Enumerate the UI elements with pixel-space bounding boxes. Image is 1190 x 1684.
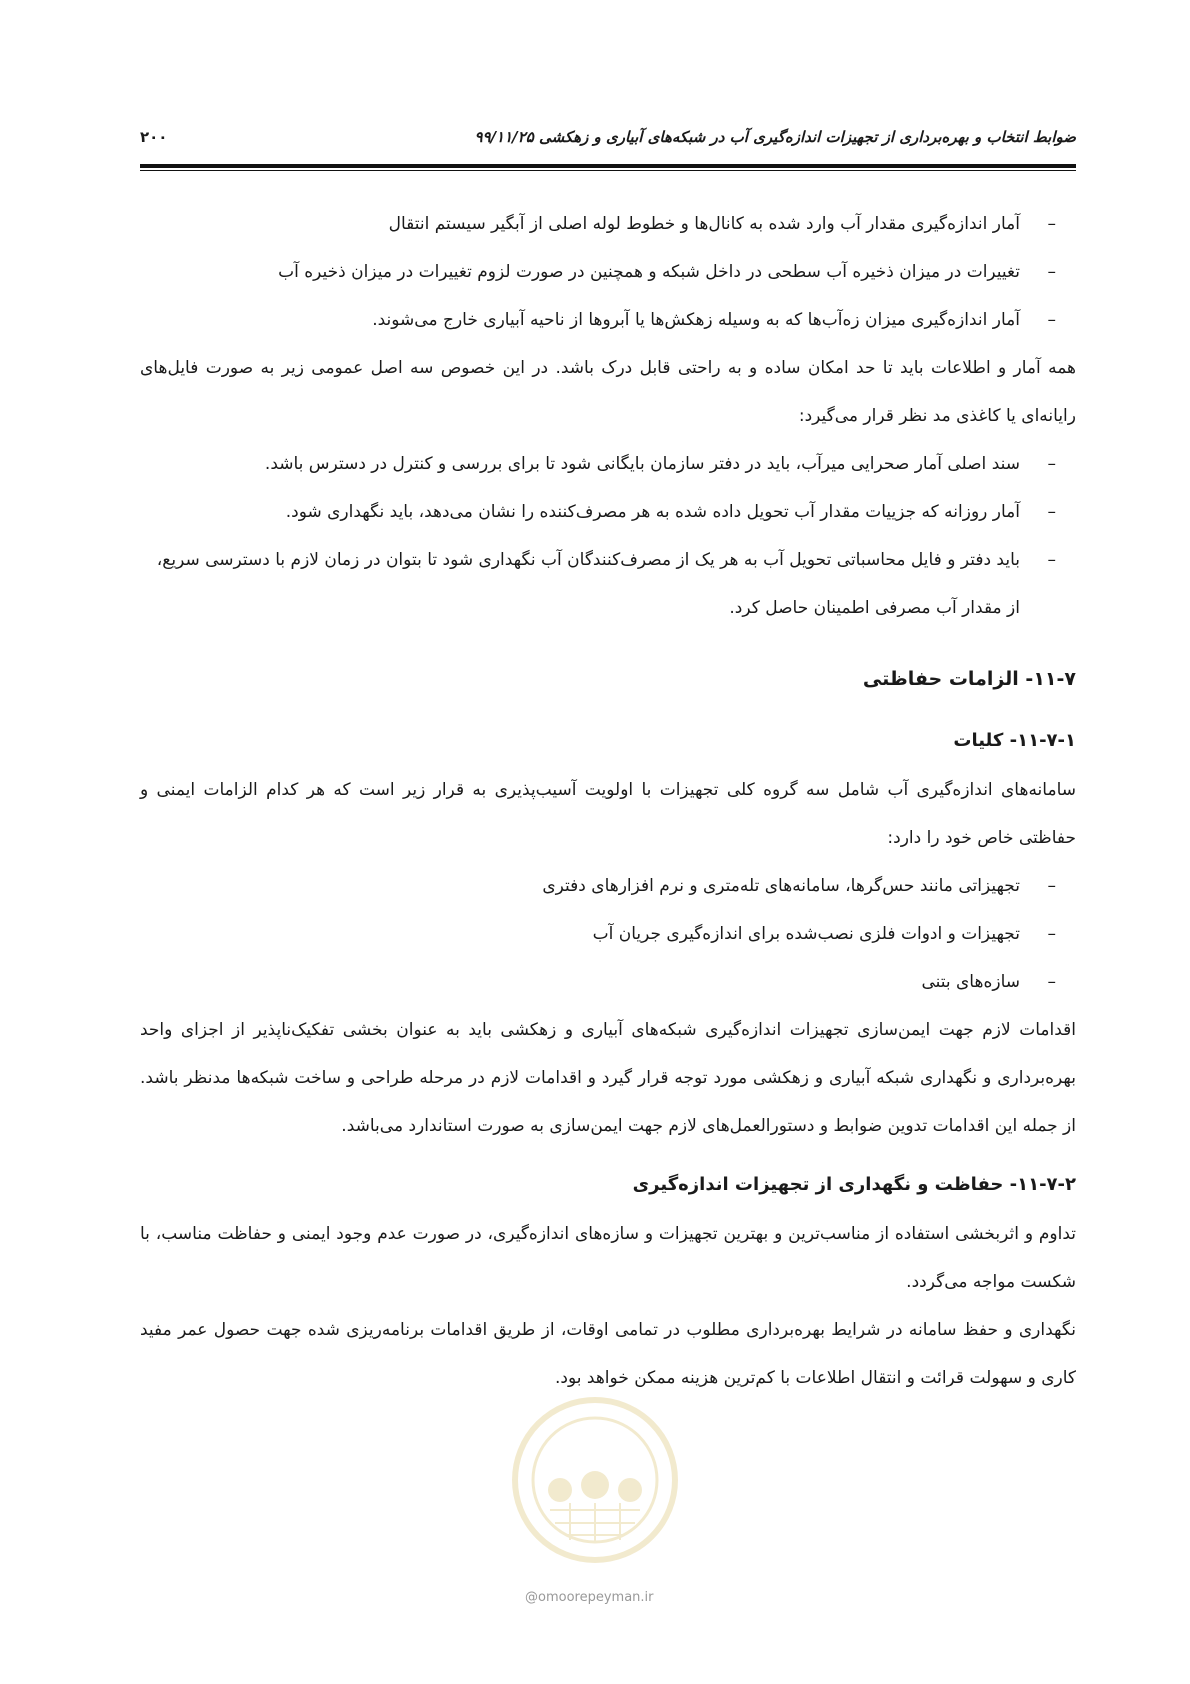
list-item: – تغییرات در میزان ذخیره آب سطحی در داخل شبکه و همچنین در صورت لزوم تغییرات در میزان ذخیره آب [278,262,1056,282]
section-heading: ۱۱-۷- الزامات حفاظتی [862,668,1076,690]
paragraph: نگهداری و حفظ سامانه در شرایط بهره‌برداری مطلوب در تمامی اوقات، از طریق اقدامات برنامه‌ریزی شده جهت حصول عمر مفید کاری و سهولت قرائت و انتقال اطلاعات با کم‌ترین هزینه ممکن خواهد بود. [140,1320,1076,1388]
list-item: – سازه‌های بتنی [921,972,1056,992]
watermark-logo [510,1395,680,1565]
list-item: – آمار اندازه‌گیری میزان زه‌آب‌ها که به وسیله زهکش‌ها یا آبروها از ناحیه آبیاری خارج می‌شوند. [372,310,1056,330]
list-item: – باید دفتر و فایل محاسباتی تحویل آب به هر یک از مصرف‌کنندگان آب نگهداری شود تا بتوان در زمان لازم با دسترسی سریع، از مقدار آب مصرفی اطمینان حاصل کرد. [156,550,1056,618]
header-rule-thin [140,170,1076,171]
page-number: ۲۰۰ [140,128,168,146]
subsection-heading: ۱۱-۷-۲- حفاظت و نگهداری از تجهیزات اندازه‌گیری [632,1174,1076,1195]
paragraph: همه آمار و اطلاعات باید تا حد امکان ساده و به راحتی قابل درک باشد. در این خصوص سه اصل عمومی زیر به صورت فایل‌های رایانه‌ای یا کاغذی مد نظر قرار می‌گیرد: [140,358,1076,426]
page-content [140,200,1076,1402]
paragraph: اقدامات لازم جهت ایمن‌سازی تجهیزات اندازه‌گیری شبکه‌های آبیاری و زهکشی باید به عنوان بخشی تفکیک‌ناپذیر از اجزای واحد بهره‌برداری و نگهداری شبکه آبیاری و زهکشی مورد توجه قرار گیرد و اقدامات لازم در مرحله طراحی و ساخت شبکه‌ها مدنظر باشد. از جمله این اقدامات تدوین ضوابط و دستورالعمل‌های لازم جهت ایمن‌سازی به صورت استاندارد می‌باشد. [140,1020,1076,1136]
header-rule-thick [140,164,1076,168]
header-title: ضوابط انتخاب و بهره‌برداری از تجهیزات اندازه‌گیری آب در شبکه‌های آبیاری و زهکشی ۹۹/۱۱/۲۵ [474,128,1076,146]
list-item: – آمار اندازه‌گیری مقدار آب وارد شده به کانال‌ها و خطوط لوله اصلی از آبگیر سیستم انتقال [388,214,1056,234]
list-item: – تجهیزاتی مانند حس‌گرها، سامانه‌های تله‌متری و نرم افزارهای دفتری [542,876,1056,896]
subsection-heading: ۱۱-۷-۱- کلیات [953,730,1076,751]
list-item: – آمار روزانه که جزییات مقدار آب تحویل داده شده به هر مصرف‌کننده را نشان می‌دهد، باید نگهداری شود. [285,502,1056,522]
paragraph: سامانه‌های اندازه‌گیری آب شامل سه گروه کلی تجهیزات با اولویت آسیب‌پذیری به قرار زیر است که هر کدام الزامات ایمنی و حفاظتی خاص خود را دارد: [140,780,1076,848]
watermark-url: @omoorepeyman.ir [525,1590,654,1605]
list-item: – تجهیزات و ادوات فلزی نصب‌شده برای اندازه‌گیری جریان آب [592,924,1056,944]
list-item: – سند اصلی آمار صحرایی میرآب، باید در دفتر سازمان بایگانی شود تا برای بررسی و کنترل در دسترس باشد. [264,454,1056,474]
paragraph: تداوم و اثربخشی استفاده از مناسب‌ترین و بهترین تجهیزات و سازه‌های اندازه‌گیری، در صورت عدم وجود ایمنی و حفاظت مناسب، با شکست مواجه می‌گردد. [140,1224,1076,1292]
